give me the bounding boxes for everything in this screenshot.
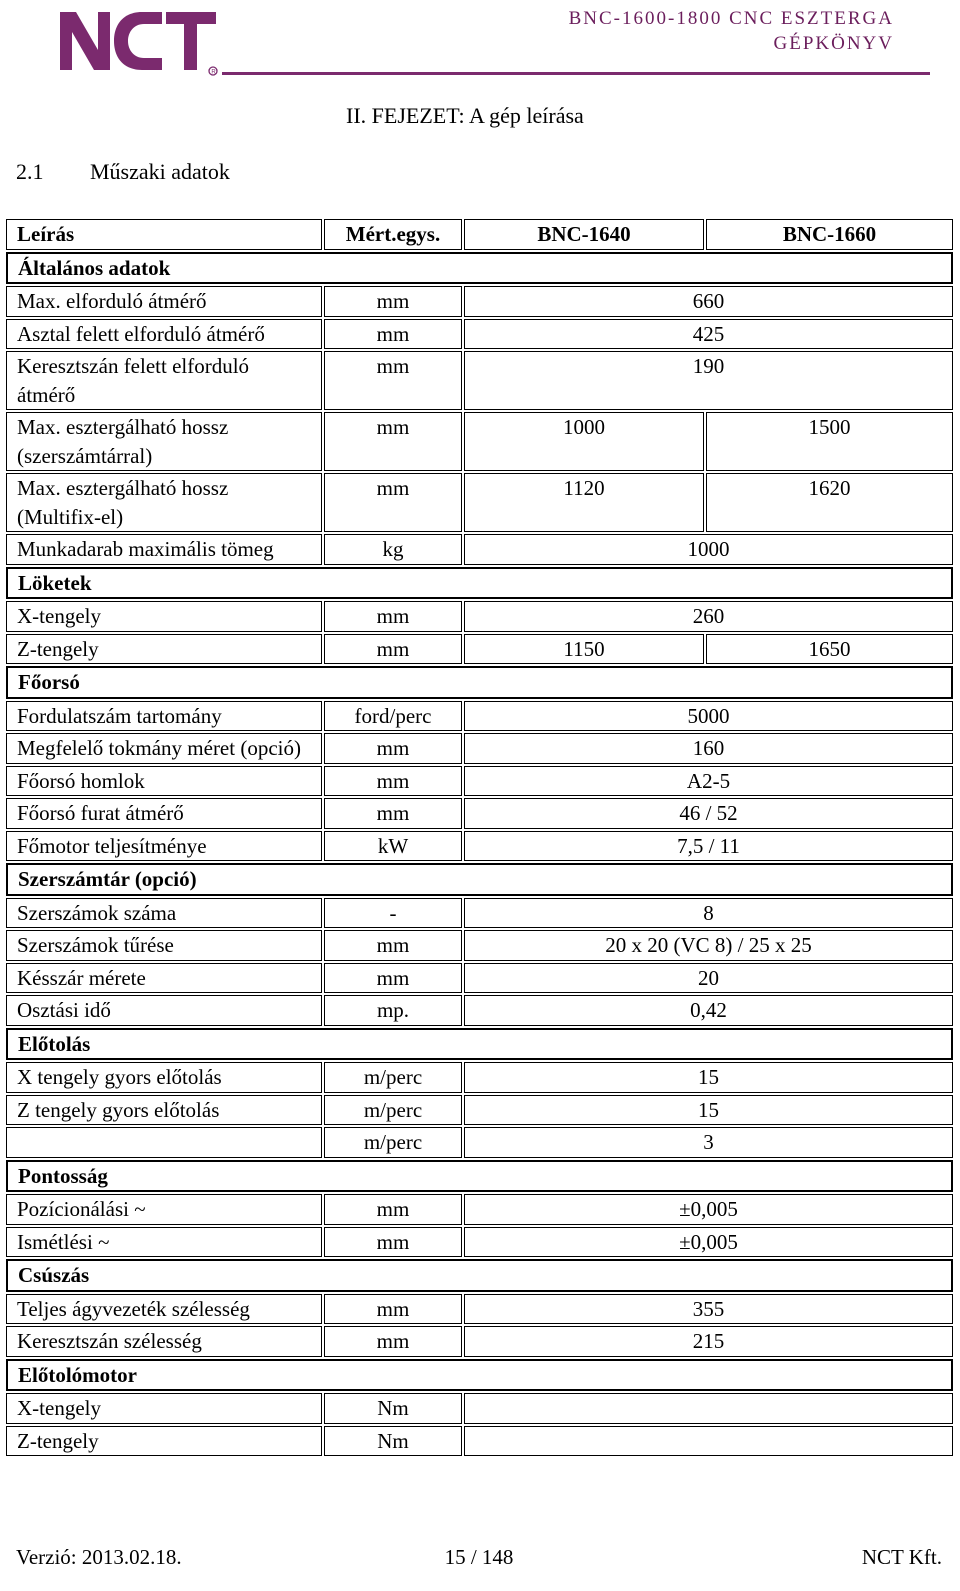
- table-row: [6, 634, 953, 665]
- table-row: [6, 601, 953, 632]
- row-value: ±0,005: [464, 1227, 953, 1258]
- group-header-row: [6, 1259, 953, 1292]
- group-header-row: [6, 1359, 953, 1392]
- row-value: A2-5: [464, 766, 953, 797]
- row-unit: mm: [324, 286, 462, 317]
- row-description: Főorsó homlok: [6, 766, 322, 797]
- row-unit: Nm: [324, 1426, 462, 1457]
- row-description: Osztási idő: [6, 995, 322, 1026]
- group-title: Pontosság: [6, 1160, 953, 1193]
- row-description: Asztal felett elforduló átmérő: [6, 319, 322, 350]
- footer-page-number: 15 / 148: [444, 1545, 514, 1569]
- row-description: Keresztszán felett elforduló átmérő: [6, 351, 322, 410]
- row-unit: kg: [324, 534, 462, 565]
- table-row: [6, 1194, 953, 1225]
- row-unit: mm: [324, 766, 462, 797]
- row-description: Max. elforduló átmérő: [6, 286, 322, 317]
- table-row: [6, 351, 953, 410]
- row-value: [464, 1393, 953, 1424]
- group-title: Löketek: [6, 567, 953, 600]
- row-unit: m/perc: [324, 1127, 462, 1158]
- row-unit: -: [324, 898, 462, 929]
- row-value-bnc1640: 1120: [464, 473, 704, 532]
- row-value: 8: [464, 898, 953, 929]
- row-unit: mm: [324, 963, 462, 994]
- spec-table-body: [6, 219, 953, 1456]
- table-row: [6, 1062, 953, 1093]
- row-value: 1000: [464, 534, 953, 565]
- row-value: 0,42: [464, 995, 953, 1026]
- table-row: [6, 963, 953, 994]
- group-title: Szerszámtár (opció): [6, 863, 953, 896]
- row-description: Pozícionálási ~: [6, 1194, 322, 1225]
- section-number: 2.1: [16, 159, 44, 184]
- row-description: Z-tengely: [6, 634, 322, 665]
- row-description: Munkadarab maximális tömeg: [6, 534, 322, 565]
- header-bnc1660: BNC-1660: [706, 219, 953, 250]
- row-value: 5000: [464, 701, 953, 732]
- row-unit: mm: [324, 1294, 462, 1325]
- row-value: 15: [464, 1062, 953, 1093]
- table-row: [6, 1393, 953, 1424]
- row-description: Szerszámok tűrése: [6, 930, 322, 961]
- document-title-line1: BNC-1600-1800 CNC ESZTERGA: [568, 8, 894, 29]
- table-row: [6, 1095, 953, 1126]
- table-row: [6, 1227, 953, 1258]
- row-unit: mm: [324, 930, 462, 961]
- group-header-row: [6, 863, 953, 896]
- row-unit: mm: [324, 601, 462, 632]
- row-description: Ismétlési ~: [6, 1227, 322, 1258]
- header-divider: [222, 72, 930, 75]
- table-row: [6, 798, 953, 829]
- row-description: [6, 1127, 322, 1158]
- row-description: X tengely gyors előtolás: [6, 1062, 322, 1093]
- row-description: Teljes ágyvezeték szélesség: [6, 1294, 322, 1325]
- row-unit: m/perc: [324, 1062, 462, 1093]
- table-row: [6, 995, 953, 1026]
- row-value: 3: [464, 1127, 953, 1158]
- row-unit: ford/perc: [324, 701, 462, 732]
- table-row: [6, 1326, 953, 1357]
- row-description: Fordulatszám tartomány: [6, 701, 322, 732]
- table-row: [6, 1294, 953, 1325]
- row-unit: mm: [324, 319, 462, 350]
- row-value: 46 / 52: [464, 798, 953, 829]
- group-title: Csúszás: [6, 1259, 953, 1292]
- group-header-row: [6, 666, 953, 699]
- row-description: Max. esztergálható hossz (szerszámtárral): [6, 412, 322, 471]
- svg-text:R: R: [211, 69, 216, 76]
- section-title: Műszaki adatok: [90, 159, 230, 184]
- table-row: [6, 319, 953, 350]
- row-value: 215: [464, 1326, 953, 1357]
- table-row: [6, 412, 953, 471]
- row-description: Főmotor teljesítménye: [6, 831, 322, 862]
- header-bnc1640: BNC-1640: [464, 219, 704, 250]
- table-row: [6, 930, 953, 961]
- document-title-line2: GÉPKÖNYV: [773, 33, 894, 54]
- row-value: 20 x 20 (VC 8) / 25 x 25: [464, 930, 953, 961]
- group-title: Előtolómotor: [6, 1359, 953, 1392]
- row-value-bnc1640: 1150: [464, 634, 704, 665]
- group-header-row: [6, 1160, 953, 1193]
- table-row: [6, 701, 953, 732]
- group-title: Előtolás: [6, 1028, 953, 1061]
- table-row: [6, 286, 953, 317]
- table-row: [6, 534, 953, 565]
- row-unit: mm: [324, 1227, 462, 1258]
- spec-table: [4, 217, 955, 1458]
- row-value-bnc1660: 1650: [706, 634, 953, 665]
- row-value: 355: [464, 1294, 953, 1325]
- table-row: [6, 898, 953, 929]
- row-value: ±0,005: [464, 1194, 953, 1225]
- row-description: Z-tengely: [6, 1426, 322, 1457]
- row-value: 15: [464, 1095, 953, 1126]
- row-unit: mm: [324, 351, 462, 410]
- row-value: 190: [464, 351, 953, 410]
- footer-company: NCT Kft.: [861, 1545, 942, 1569]
- row-unit: kW: [324, 831, 462, 862]
- row-value: 260: [464, 601, 953, 632]
- row-description: Szerszámok száma: [6, 898, 322, 929]
- row-description: Z tengely gyors előtolás: [6, 1095, 322, 1126]
- table-row: [6, 733, 953, 764]
- row-description: Max. esztergálható hossz (Multifix-el): [6, 473, 322, 532]
- row-description: Főorsó furat átmérő: [6, 798, 322, 829]
- row-value-bnc1660: 1500: [706, 412, 953, 471]
- row-unit: mm: [324, 1326, 462, 1357]
- row-description: Megfelelő tokmány méret (opció): [6, 733, 322, 764]
- chapter-heading: II. FEJEZET: A gép leírása: [346, 103, 584, 128]
- group-title: Általános adatok: [6, 252, 953, 285]
- row-value: 7,5 / 11: [464, 831, 953, 862]
- table-row: [6, 1127, 953, 1158]
- section-heading: [16, 159, 230, 185]
- row-value: 20: [464, 963, 953, 994]
- row-unit: mm: [324, 1194, 462, 1225]
- row-description: Késszár mérete: [6, 963, 322, 994]
- footer-version: Verzió: 2013.02.18.: [16, 1545, 182, 1569]
- row-unit: mm: [324, 412, 462, 471]
- group-header-row: [6, 567, 953, 600]
- document-title: [569, 6, 894, 56]
- row-value: 660: [464, 286, 953, 317]
- table-row: [6, 831, 953, 862]
- group-header-row: [6, 1028, 953, 1061]
- row-value: [464, 1426, 953, 1457]
- group-header-row: [6, 252, 953, 285]
- nct-logo: [54, 6, 220, 76]
- table-row: [6, 473, 953, 532]
- table-row: [6, 766, 953, 797]
- row-unit: mp.: [324, 995, 462, 1026]
- table-header-row: [6, 219, 953, 250]
- row-value: 425: [464, 319, 953, 350]
- row-description: X-tengely: [6, 1393, 322, 1424]
- row-description: Keresztszán szélesség: [6, 1326, 322, 1357]
- row-value: 160: [464, 733, 953, 764]
- row-value-bnc1660: 1620: [706, 473, 953, 532]
- page-footer: [16, 1545, 942, 1573]
- row-unit: mm: [324, 634, 462, 665]
- header-unit: Mért.egys.: [324, 219, 462, 250]
- group-title: Főorsó: [6, 666, 953, 699]
- row-unit: m/perc: [324, 1095, 462, 1126]
- row-value-bnc1640: 1000: [464, 412, 704, 471]
- row-unit: mm: [324, 798, 462, 829]
- row-unit: mm: [324, 473, 462, 532]
- row-unit: Nm: [324, 1393, 462, 1424]
- row-unit: mm: [324, 733, 462, 764]
- table-row: [6, 1426, 953, 1457]
- header-description: Leírás: [6, 219, 322, 250]
- row-description: X-tengely: [6, 601, 322, 632]
